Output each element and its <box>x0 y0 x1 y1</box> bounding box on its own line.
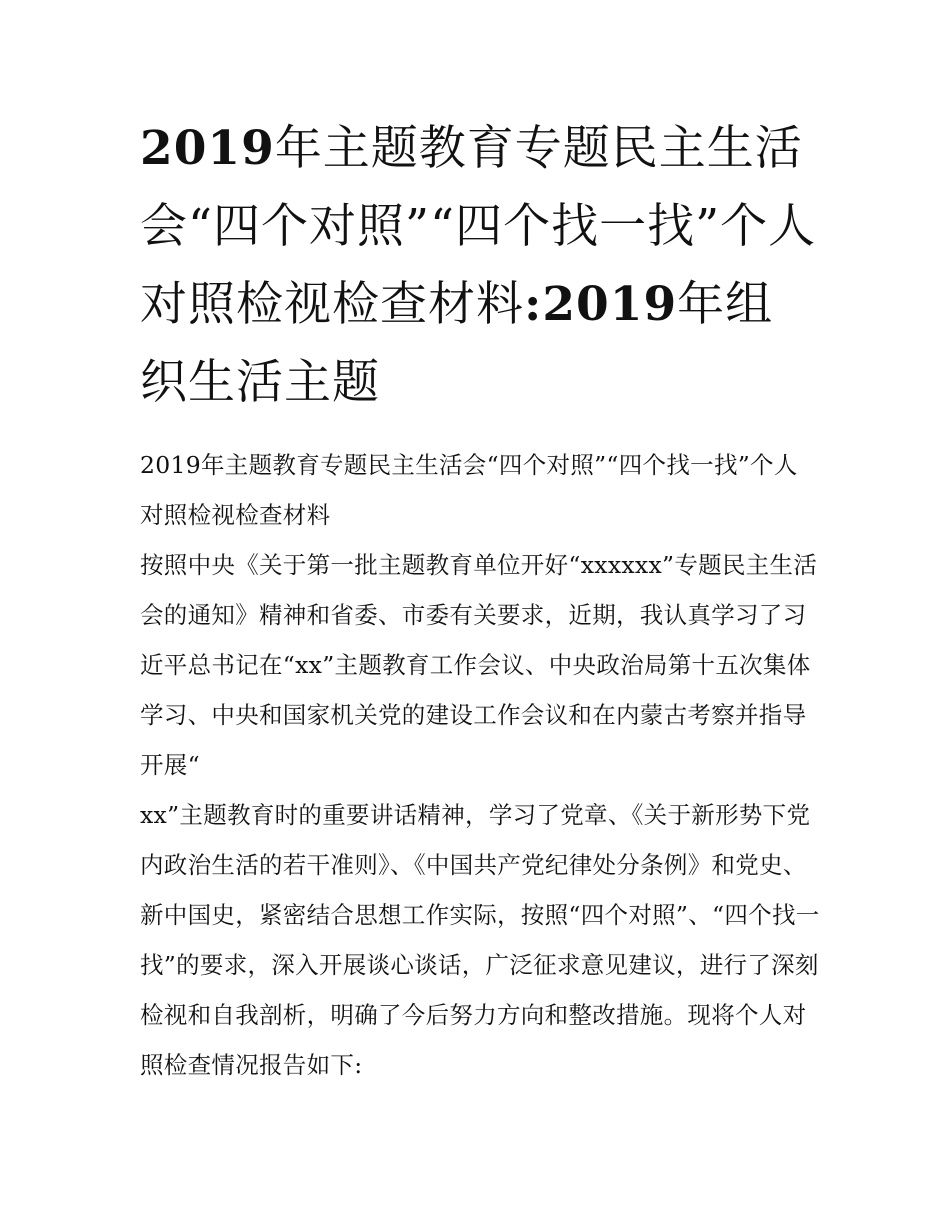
document-subtitle: 2019年主题教育专题民主生活会“四个对照”“四个找一找”个人对照检视检查材料 <box>140 451 798 529</box>
body-paragraph: xx”主题教育时的重要讲话精神，学习了党章、《关于新形势下党内政治生活的若干准则》、《中国共产党纪律处分条例》和党史、新中国史，紧密结合思想工作实际，按照“四个对照”、“四个找一找”的要求，深入开展谈心谈话，广泛征求意见建议，进行了深刻检视和自我剖析，明确了今后努力方向和整改措施。现将个人对照检查情况报告如下: <box>140 801 820 1079</box>
title-part: 年组织生活主题 <box>140 277 774 410</box>
title-part: 2019 <box>140 121 275 176</box>
document-title <box>140 110 820 422</box>
title-part: 年主题教育专题民主生活会“四个对照”“四个找一找”个人对照检视检查材料 <box>140 121 817 332</box>
body-paragraph: 按照中央《关于第一批主题教育单位开好“xxxxxx”专题民主生活会的通知》精神和省委、市委有关要求，近期，我认真学习了习近平总书记在“xx”主题教育工作会议、中央政治局第十五次集体学习、中央和国家机关党的建设工作会议和在内蒙古考察并指导开展“ <box>140 551 818 779</box>
title-part: :2019 <box>524 277 678 332</box>
document-page <box>140 110 820 1090</box>
